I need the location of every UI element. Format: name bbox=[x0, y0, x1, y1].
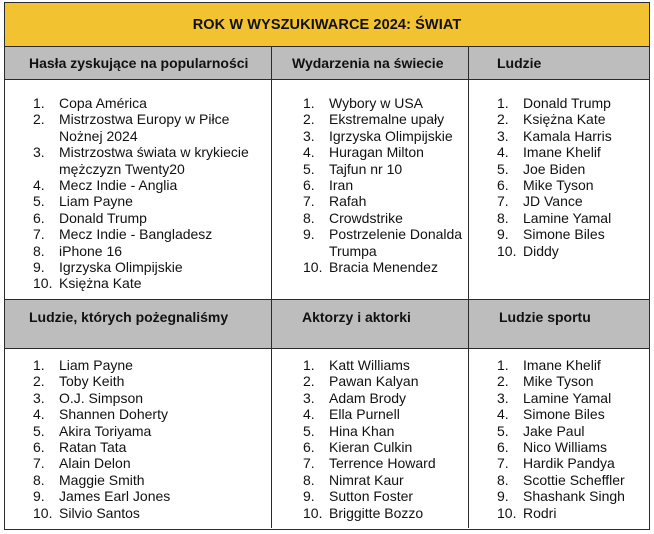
list-item-text: Donald Trump bbox=[59, 209, 147, 226]
list-item-number: 2. bbox=[33, 111, 45, 128]
list-item-text: Igrzyska Olimpijskie bbox=[59, 259, 183, 276]
list-item bbox=[33, 210, 271, 226]
list-item-number: 7. bbox=[497, 455, 509, 472]
header-row-2 bbox=[5, 299, 649, 349]
list-item bbox=[497, 472, 649, 488]
list-item-number: 8. bbox=[497, 209, 509, 226]
list-item-number: 10. bbox=[497, 242, 517, 259]
list-item bbox=[497, 226, 649, 242]
list-item-number: 1. bbox=[303, 95, 315, 111]
list-item-number: 4. bbox=[497, 406, 509, 423]
list-item-text: Pawan Kalyan bbox=[329, 373, 419, 390]
list-item-number: 4. bbox=[303, 144, 315, 161]
list-item-text: O.J. Simpson bbox=[59, 389, 144, 406]
list-item bbox=[33, 243, 271, 259]
list-item-number: 8. bbox=[33, 471, 45, 488]
list-item-text: Briggitte Bozzo bbox=[329, 504, 424, 521]
search-year-table bbox=[4, 2, 650, 530]
list-item-text: Katt Williams bbox=[329, 357, 410, 373]
list-item bbox=[303, 390, 468, 406]
list-item-number: 8. bbox=[497, 471, 509, 488]
list-item-text: Mistrzostwa świata w krykiecie mężczyzn Twenty20 bbox=[59, 144, 249, 177]
list-item bbox=[303, 193, 468, 209]
list-item-text: Imane Khelif bbox=[523, 144, 601, 161]
list-item bbox=[303, 505, 468, 521]
list-item-text: Simone Biles bbox=[523, 406, 605, 423]
list-item-number: 9. bbox=[497, 488, 509, 505]
list-item bbox=[497, 439, 649, 455]
list-item-number: 10. bbox=[33, 504, 53, 521]
body-row-1 bbox=[5, 80, 649, 299]
list-item-text: Postrzelenie Donalda Trumpa bbox=[329, 226, 463, 259]
list-item-number: 2. bbox=[303, 111, 315, 128]
list-item bbox=[497, 455, 649, 471]
list-item bbox=[303, 423, 468, 439]
list-item-text: Maggie Smith bbox=[59, 471, 145, 488]
list-item bbox=[33, 488, 271, 504]
list-item-text: Mecz Indie - Bangladesz bbox=[59, 226, 213, 243]
list-item-text: Silvio Santos bbox=[59, 504, 140, 521]
list-item bbox=[497, 193, 649, 209]
list-item-number: 9. bbox=[303, 226, 315, 243]
section-header-athletes: Ludzie sportu bbox=[499, 309, 591, 325]
list-item-number: 3. bbox=[303, 389, 315, 406]
list-item bbox=[33, 357, 271, 373]
list-item-number: 7. bbox=[303, 193, 315, 210]
list-item-text: Alain Delon bbox=[59, 455, 131, 472]
list-item-text: Wybory w USA bbox=[329, 95, 424, 111]
list-item-text: Hardik Pandya bbox=[523, 455, 615, 472]
list-item-number: 6. bbox=[33, 209, 45, 226]
list-item bbox=[33, 505, 271, 521]
list-item-number: 10. bbox=[33, 275, 53, 292]
list-item bbox=[303, 455, 468, 471]
list-item-text: Hina Khan bbox=[329, 422, 395, 439]
list-item-number: 7. bbox=[33, 455, 45, 472]
list-item-number: 5. bbox=[497, 160, 509, 177]
list-item-text: Kamala Harris bbox=[523, 127, 612, 144]
section-list-cell bbox=[272, 349, 469, 528]
list-item-number: 1. bbox=[303, 357, 315, 373]
list-item-text: Huragan Milton bbox=[329, 144, 424, 161]
list-item-text: Ekstremalne upały bbox=[329, 111, 445, 128]
section-header-trending: Hasła zyskujące na popularności bbox=[5, 47, 272, 79]
list-item bbox=[33, 226, 271, 242]
list-item bbox=[497, 357, 649, 373]
list-item bbox=[303, 357, 468, 373]
section-list-trending bbox=[5, 80, 271, 292]
list-item-number: 6. bbox=[497, 177, 509, 194]
list-item-number: 4. bbox=[33, 406, 45, 423]
section-list-cell bbox=[5, 80, 272, 299]
list-item bbox=[303, 177, 468, 193]
list-item bbox=[497, 423, 649, 439]
list-item-text: Iran bbox=[329, 177, 354, 194]
list-item-text: Toby Keith bbox=[59, 373, 125, 390]
list-item-text: Akira Toriyama bbox=[59, 422, 152, 439]
list-item bbox=[33, 423, 271, 439]
list-item bbox=[33, 406, 271, 422]
list-item-text: Liam Payne bbox=[59, 193, 133, 210]
list-item-number: 5. bbox=[33, 422, 45, 439]
list-item-number: 5. bbox=[497, 422, 509, 439]
list-item-text: Tajfun nr 10 bbox=[329, 160, 403, 177]
list-item bbox=[497, 161, 649, 177]
section-list-cell bbox=[469, 349, 649, 528]
list-item-number: 4. bbox=[33, 177, 45, 194]
list-item-text: Imane Khelif bbox=[523, 357, 601, 373]
list-item-number: 10. bbox=[497, 504, 517, 521]
header-row-1 bbox=[5, 47, 649, 80]
list-item bbox=[33, 472, 271, 488]
list-item bbox=[303, 373, 468, 389]
list-item-number: 4. bbox=[303, 406, 315, 423]
list-item-text: Terrence Howard bbox=[329, 455, 436, 472]
list-item-number: 6. bbox=[497, 439, 509, 456]
list-item-text: Scottie Scheffler bbox=[523, 471, 625, 488]
list-item-text: Mistrzostwa Europy w Piłce Nożnej 2024 bbox=[59, 111, 230, 144]
list-item bbox=[303, 439, 468, 455]
list-item bbox=[303, 210, 468, 226]
body-row-2 bbox=[5, 349, 649, 528]
list-item-text: Crowdstrike bbox=[329, 209, 403, 226]
list-item-text: Kieran Culkin bbox=[329, 439, 413, 456]
list-item bbox=[33, 373, 271, 389]
list-item-number: 6. bbox=[303, 439, 315, 456]
list-item-number: 6. bbox=[303, 177, 315, 194]
section-list-farewell bbox=[5, 349, 271, 521]
list-item bbox=[497, 210, 649, 226]
list-item-number: 9. bbox=[33, 259, 45, 276]
list-item-number: 6. bbox=[33, 439, 45, 456]
list-item-number: 9. bbox=[303, 488, 315, 505]
section-list-world-events bbox=[272, 80, 468, 275]
section-header-people: Ludzie bbox=[497, 55, 542, 71]
list-item bbox=[33, 177, 271, 193]
list-item-text: Igrzyska Olimpijskie bbox=[329, 127, 453, 144]
list-item-text: Rodri bbox=[523, 504, 557, 521]
list-item bbox=[303, 95, 468, 111]
list-item-number: 2. bbox=[33, 373, 45, 390]
list-item-text: Mecz Indie - Anglia bbox=[59, 177, 178, 194]
list-item-text: Copa América bbox=[59, 95, 147, 111]
list-item-number: 9. bbox=[497, 226, 509, 243]
list-item-number: 1. bbox=[33, 95, 45, 111]
list-item bbox=[497, 111, 649, 127]
list-item-text: Joe Biden bbox=[523, 160, 586, 177]
list-item bbox=[303, 161, 468, 177]
list-item-number: 7. bbox=[303, 455, 315, 472]
list-item-number: 7. bbox=[497, 193, 509, 210]
list-item-text: Nico Williams bbox=[523, 439, 607, 456]
list-item-number: 1. bbox=[497, 357, 509, 373]
list-item-number: 5. bbox=[303, 160, 315, 177]
list-item-text: Bracia Menendez bbox=[329, 259, 438, 276]
list-item-number: 2. bbox=[497, 111, 509, 128]
section-list-actors bbox=[272, 349, 468, 521]
list-item-text: JD Vance bbox=[523, 193, 583, 210]
section-list-athletes bbox=[469, 349, 649, 521]
list-item bbox=[33, 193, 271, 209]
list-item-text: Mike Tyson bbox=[523, 373, 594, 390]
list-item-text: Lamine Yamal bbox=[523, 389, 612, 406]
list-item-number: 4. bbox=[497, 144, 509, 161]
list-item-text: Adam Brody bbox=[329, 389, 407, 406]
section-list-people bbox=[469, 80, 649, 259]
list-item-text: Shannen Doherty bbox=[59, 406, 168, 423]
list-item bbox=[33, 390, 271, 406]
list-item-number: 8. bbox=[303, 471, 315, 488]
list-item bbox=[303, 226, 468, 259]
list-item-text: Diddy bbox=[523, 242, 559, 259]
list-item-number: 3. bbox=[497, 389, 509, 406]
list-item bbox=[33, 259, 271, 275]
section-header-world-events: Wydarzenia na świecie bbox=[272, 47, 469, 79]
list-item bbox=[33, 95, 271, 111]
list-item-number: 1. bbox=[33, 357, 45, 373]
list-item-number: 3. bbox=[497, 127, 509, 144]
list-item bbox=[33, 144, 271, 177]
list-item bbox=[33, 275, 271, 291]
list-item-text: Ratan Tata bbox=[59, 439, 127, 456]
list-item-text: Donald Trump bbox=[523, 95, 611, 111]
list-item bbox=[303, 259, 468, 275]
list-item-number: 7. bbox=[33, 226, 45, 243]
list-item-number: 10. bbox=[303, 259, 323, 276]
list-item-text: Liam Payne bbox=[59, 357, 133, 373]
list-item bbox=[497, 128, 649, 144]
list-item-text: Simone Biles bbox=[523, 226, 605, 243]
list-item bbox=[33, 439, 271, 455]
list-item bbox=[33, 455, 271, 471]
list-item bbox=[497, 243, 649, 259]
list-item bbox=[303, 144, 468, 160]
list-item bbox=[497, 144, 649, 160]
list-item bbox=[303, 472, 468, 488]
list-item-number: 2. bbox=[497, 373, 509, 390]
list-item-number: 3. bbox=[33, 389, 45, 406]
list-item bbox=[497, 488, 649, 504]
list-item-text: Księżna Kate bbox=[523, 111, 606, 128]
list-item-number: 8. bbox=[33, 242, 45, 259]
list-item-text: Księżna Kate bbox=[59, 275, 142, 292]
list-item-text: Ella Purnell bbox=[329, 406, 400, 423]
list-item-text: Sutton Foster bbox=[329, 488, 414, 505]
list-item bbox=[497, 373, 649, 389]
list-item bbox=[303, 406, 468, 422]
table-title: ROK W WYSZUKIWARCE 2024: ŚWIAT bbox=[5, 3, 649, 47]
list-item-number: 10. bbox=[303, 504, 323, 521]
list-item-number: 2. bbox=[303, 373, 315, 390]
section-list-cell bbox=[272, 80, 469, 299]
list-item-number: 3. bbox=[33, 144, 45, 161]
list-item-text: Nimrat Kaur bbox=[329, 471, 404, 488]
list-item-number: 1. bbox=[497, 95, 509, 111]
list-item bbox=[497, 406, 649, 422]
list-item-number: 5. bbox=[33, 193, 45, 210]
list-item-number: 3. bbox=[303, 127, 315, 144]
list-item-text: Lamine Yamal bbox=[523, 209, 612, 226]
list-item-number: 5. bbox=[303, 422, 315, 439]
list-item-text: Jake Paul bbox=[523, 422, 585, 439]
list-item-number: 8. bbox=[303, 209, 315, 226]
section-list-cell bbox=[5, 349, 272, 528]
list-item-text: Mike Tyson bbox=[523, 177, 594, 194]
list-item bbox=[303, 488, 468, 504]
list-item bbox=[497, 390, 649, 406]
list-item bbox=[497, 95, 649, 111]
list-item-text: Rafah bbox=[329, 193, 367, 210]
section-list-cell bbox=[469, 80, 649, 299]
section-header-farewell: Ludzie, których pożegnaliśmy bbox=[5, 300, 272, 348]
list-item bbox=[303, 128, 468, 144]
list-item-text: James Earl Jones bbox=[59, 488, 171, 505]
list-item bbox=[33, 111, 271, 144]
list-item bbox=[497, 177, 649, 193]
list-item bbox=[303, 111, 468, 127]
list-item bbox=[497, 505, 649, 521]
list-item-text: iPhone 16 bbox=[59, 242, 123, 259]
list-item-number: 9. bbox=[33, 488, 45, 505]
section-header-actors: Aktorzy i aktorki bbox=[272, 300, 469, 348]
list-item-text: Shashank Singh bbox=[523, 488, 625, 505]
